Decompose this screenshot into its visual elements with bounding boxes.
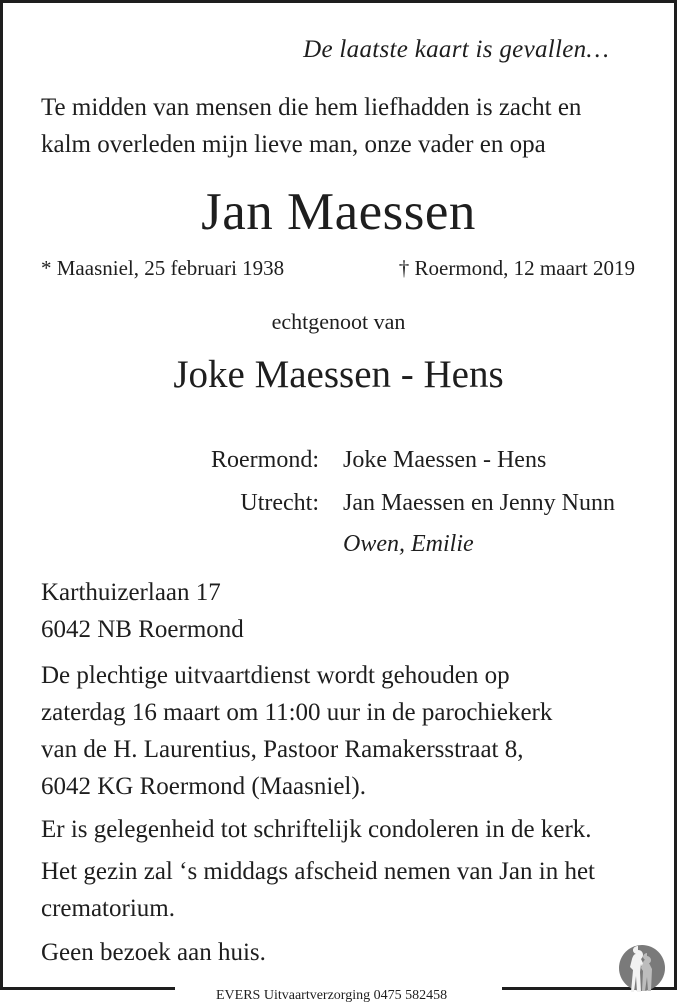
service-line: zaterdag 16 maart om 11:00 uur in de parochiekerk bbox=[41, 699, 553, 726]
relative-place: Utrecht: bbox=[240, 490, 319, 516]
relative-place: Roermond: bbox=[211, 447, 319, 473]
relative-names: Jan Maessen en Jenny Nunn bbox=[343, 490, 615, 516]
service-paragraph bbox=[41, 657, 651, 805]
embracing-figures-icon bbox=[618, 944, 666, 992]
spouse-name: Joke Maessen - Hens bbox=[173, 353, 504, 396]
farewell-paragraph bbox=[41, 853, 651, 927]
motto: De laatste kaart is gevallen… bbox=[303, 36, 609, 63]
deceased-name: Jan Maessen bbox=[201, 183, 476, 241]
farewell-line: crematorium. bbox=[41, 895, 175, 922]
farewell-line: Het gezin zal ‘s middags afscheid nemen van Jan in het bbox=[41, 858, 595, 885]
relative-names: Joke Maessen - Hens bbox=[343, 447, 547, 473]
relative-row bbox=[0, 490, 677, 530]
service-line: 6042 KG Roermond (Maasniel). bbox=[41, 773, 366, 800]
condolence-paragraph: Er is gelegenheid tot schriftelijk condoleren in de kerk. bbox=[41, 816, 592, 843]
death-info: † Roermond, 12 maart 2019 bbox=[398, 256, 635, 280]
service-line: De plechtige uitvaartdienst wordt gehouden op bbox=[41, 662, 510, 689]
funeral-home-credit: EVERS Uitvaartverzorging 0475 582458 bbox=[216, 988, 448, 1003]
home-address bbox=[41, 574, 244, 648]
grandchildren-names: Owen, Emilie bbox=[343, 531, 474, 557]
address-street: Karthuizerlaan 17 bbox=[41, 579, 221, 606]
intro-line: kalm overleden mijn lieve man, onze vader en opa bbox=[41, 131, 546, 158]
intro-text bbox=[41, 89, 641, 163]
spouse-label: echtgenoot van bbox=[271, 309, 406, 334]
service-line: van de H. Laurentius, Pastoor Ramakersstraat 8, bbox=[41, 736, 524, 763]
relative-row bbox=[0, 447, 677, 487]
intro-line: Te midden van mensen die hem liefhadden is zacht en bbox=[41, 94, 582, 121]
address-city: 6042 NB Roermond bbox=[41, 616, 244, 643]
no-visit-paragraph: Geen bezoek aan huis. bbox=[41, 939, 266, 966]
border-bottom-left bbox=[0, 987, 175, 990]
border-top bbox=[0, 0, 677, 3]
relative-row bbox=[0, 531, 677, 571]
birth-info: * Maasniel, 25 februari 1938 bbox=[41, 256, 285, 280]
